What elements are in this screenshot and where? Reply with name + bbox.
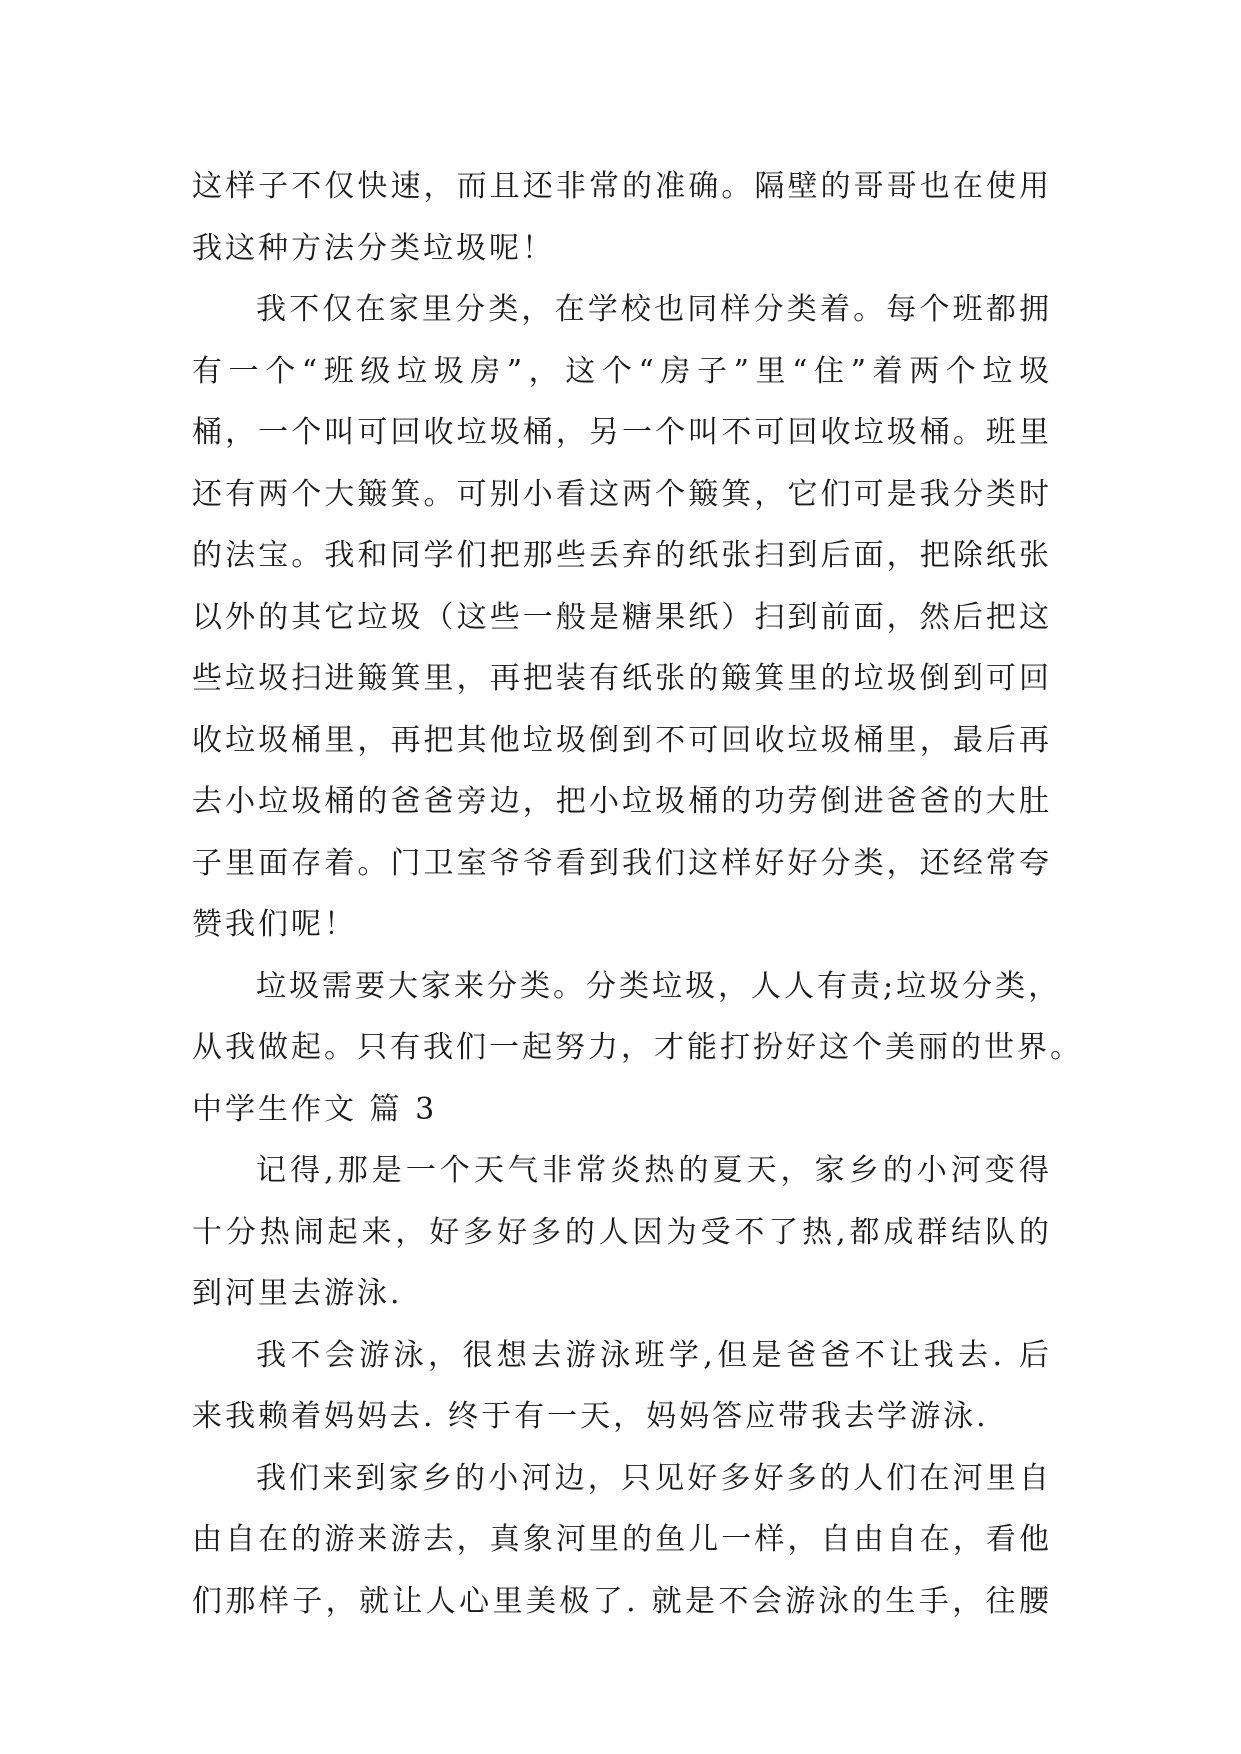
text-line: 赞我们呢！ <box>192 907 357 942</box>
section-heading: 中学生作文 篇 3 <box>192 1091 438 1127</box>
paragraph-first-line: 我们来到家乡的小河边，只见好多好多的人们在河里自 <box>256 1460 1052 1496</box>
text-line: 来我赖着妈妈去. 终于有一天，妈妈答应带我去学游泳. <box>192 1399 989 1434</box>
text-line: 以外的其它垃圾（这些一般是糖果纸）扫到前面，然后把这 <box>192 599 1052 635</box>
document-body <box>192 156 1083 1632</box>
text-line: 有一个“班级垃圾房”，这个“房子”里“住”着两个垃圾 <box>192 353 1052 389</box>
text-line: 的法宝。我和同学们把那些丢弃的纸张扫到后面，把除纸张 <box>192 538 1052 573</box>
text-line: 些垃圾扫进簸箕里，再把装有纸张的簸箕里的垃圾倒到可回 <box>192 661 1052 696</box>
text-line: 子里面存着。门卫室爷爷看到我们这样好好分类，还经常夸 <box>192 845 1052 881</box>
text-line: 还有两个大簸箕。可别小看这两个簸箕，它们可是我分类时 <box>192 476 1052 512</box>
text-line: 从我做起。只有我们一起努力，才能打扮好这个美丽的世界。 <box>192 1030 1083 1065</box>
text-line: 这样子不仅快速，而且还非常的准确。隔壁的哥哥也在使用 <box>192 169 1052 204</box>
text-line: 去小垃圾桶的爸爸旁边，把小垃圾桶的功劳倒进爸爸的大肚 <box>192 784 1052 819</box>
paragraph-first-line: 我不会游泳，很想去游泳班学,但是爸爸不让我去. 后 <box>256 1337 1052 1373</box>
text-line: 收垃圾桶里，再把其他垃圾倒到不可回收垃圾桶里，最后再 <box>192 722 1052 758</box>
text-line: 由自在的游来游去，真象河里的鱼儿一样，自由自在，看他 <box>192 1522 1052 1557</box>
text-line: 们那样子，就让人心里美极了. 就是不会游泳的生手，往腰 <box>192 1583 1052 1619</box>
text-line: 到河里去游泳. <box>192 1276 403 1311</box>
text-line: 桶，一个叫可回收垃圾桶，另一个叫不可回收垃圾桶。班里 <box>192 415 1052 450</box>
text-line: 我这种方法分类垃圾呢！ <box>192 230 555 266</box>
paragraph-first-line: 记得,那是一个天气非常炎热的夏天，家乡的小河变得 <box>256 1153 1052 1188</box>
paragraph-first-line: 垃圾需要大家来分类。分类垃圾，人人有责;垃圾分类， <box>256 968 1062 1004</box>
text-line: 十分热闹起来，好多好多的人因为受不了热,都成群结队的 <box>192 1214 1052 1250</box>
paragraph-first-line: 我不仅在家里分类，在学校也同样分类着。每个班都拥 <box>256 292 1052 327</box>
